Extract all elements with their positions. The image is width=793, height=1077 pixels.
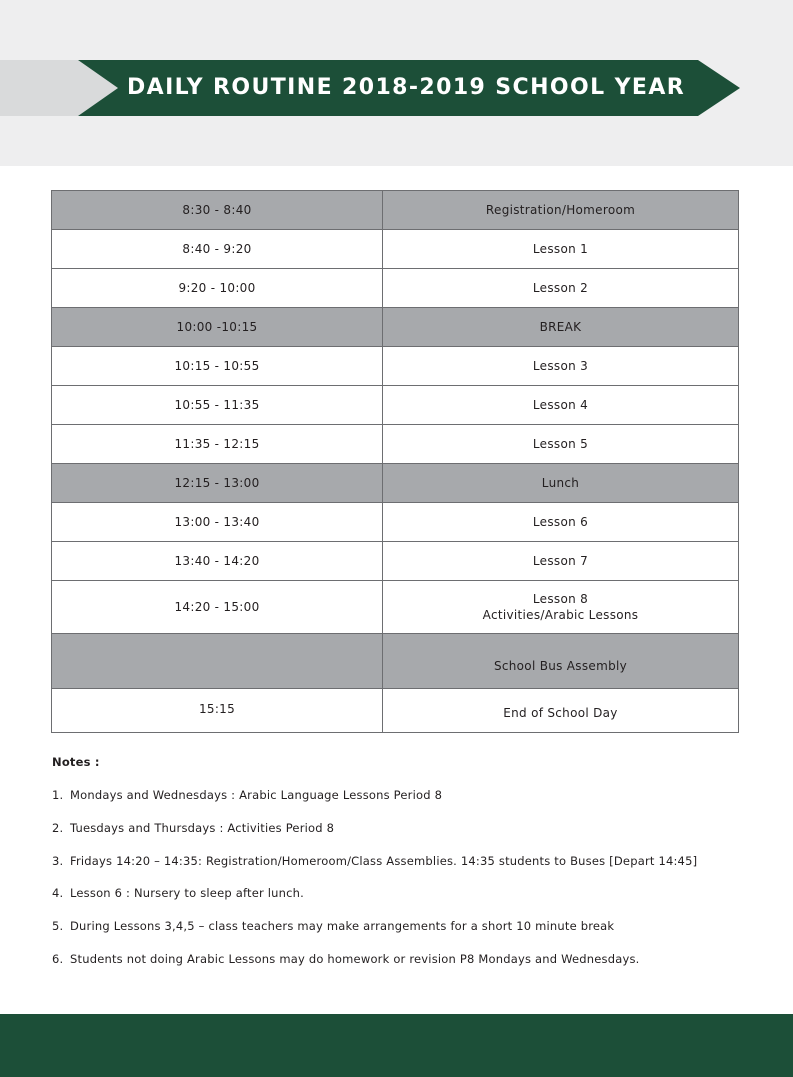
time-cell: 8:40 - 9:20: [52, 230, 383, 269]
table-row: [52, 464, 739, 503]
table-row: [52, 269, 739, 308]
table-row: [52, 689, 739, 733]
note-item: [52, 949, 752, 969]
activity-lines: [383, 591, 738, 623]
table-row: [52, 503, 739, 542]
activity-cell: Lesson 4: [383, 386, 739, 425]
activity-cell: Lesson 3: [383, 347, 739, 386]
note-text: Tuesdays and Thursdays : Activities Period 8: [70, 820, 335, 835]
note-text: Lesson 6 : Nursery to sleep after lunch.: [70, 886, 305, 901]
time-cell: 13:00 - 13:40: [52, 503, 383, 542]
activity-cell: End of School Day: [383, 689, 739, 733]
note-number: 6.: [52, 951, 64, 966]
time-cell: 10:55 - 11:35: [52, 386, 383, 425]
table-row: [52, 386, 739, 425]
note-text: Fridays 14:20 – 14:35: Registration/Homeroom/Class Assemblies. 14:35 students to Buses [Depart 14:45]: [70, 853, 698, 868]
daily-routine-table: [51, 190, 739, 733]
activity-cell: Lesson 5: [383, 425, 739, 464]
table-row: [52, 230, 739, 269]
activity-cell: [383, 581, 739, 634]
activity-cell: BREAK: [383, 308, 739, 347]
activity-cell: Registration/Homeroom: [383, 191, 739, 230]
note-item: [52, 785, 752, 805]
note-number: 5.: [52, 919, 64, 934]
note-item: [52, 883, 752, 903]
page-title: DAILY ROUTINE 2018-2019 SCHOOL YEAR: [127, 75, 686, 100]
note-item: [52, 818, 752, 838]
table-row: [52, 581, 739, 634]
note-text: Mondays and Wednesdays : Arabic Language Lessons Period 8: [70, 788, 443, 802]
note-number: 1.: [52, 788, 64, 802]
note-item: [52, 851, 752, 871]
table-row: [52, 308, 739, 347]
note-text: Students not doing Arabic Lessons may do homework or revision P8 Mondays and Wednesdays.: [70, 951, 640, 966]
activity-cell: School Bus Assembly: [383, 634, 739, 689]
activity-line: Lesson 8: [532, 592, 589, 606]
table-row: [52, 634, 739, 689]
time-cell: 13:40 - 14:20: [52, 542, 383, 581]
note-text: During Lessons 3,4,5 – class teachers may make arrangements for a short 10 minute break: [70, 919, 615, 934]
activity-cell: Lunch: [383, 464, 739, 503]
time-cell: 12:15 - 13:00: [52, 464, 383, 503]
activity-cell: Lesson 7: [383, 542, 739, 581]
table-row: [52, 542, 739, 581]
note-number: 4.: [52, 886, 64, 901]
notes-heading: Notes :: [52, 755, 100, 769]
time-cell: 11:35 - 12:15: [52, 425, 383, 464]
time-cell: 9:20 - 10:00: [52, 269, 383, 308]
activity-cell: Lesson 1: [383, 230, 739, 269]
note-item: [52, 916, 752, 936]
table-row: [52, 425, 739, 464]
time-cell: 8:30 - 8:40: [52, 191, 383, 230]
footer-band: [0, 1014, 793, 1077]
time-cell: 14:20 - 15:00: [52, 581, 383, 634]
notes-section: [52, 752, 752, 982]
time-cell: 10:00 -10:15: [52, 308, 383, 347]
activity-line: Activities/Arabic Lessons: [482, 608, 639, 622]
table-row: [52, 191, 739, 230]
note-number: 3.: [52, 853, 64, 868]
note-number: 2.: [52, 820, 64, 835]
activity-cell: Lesson 2: [383, 269, 739, 308]
time-cell: [52, 634, 383, 689]
activity-cell: Lesson 6: [383, 503, 739, 542]
table-row: [52, 347, 739, 386]
time-cell: 15:15: [52, 689, 383, 733]
time-cell: 10:15 - 10:55: [52, 347, 383, 386]
